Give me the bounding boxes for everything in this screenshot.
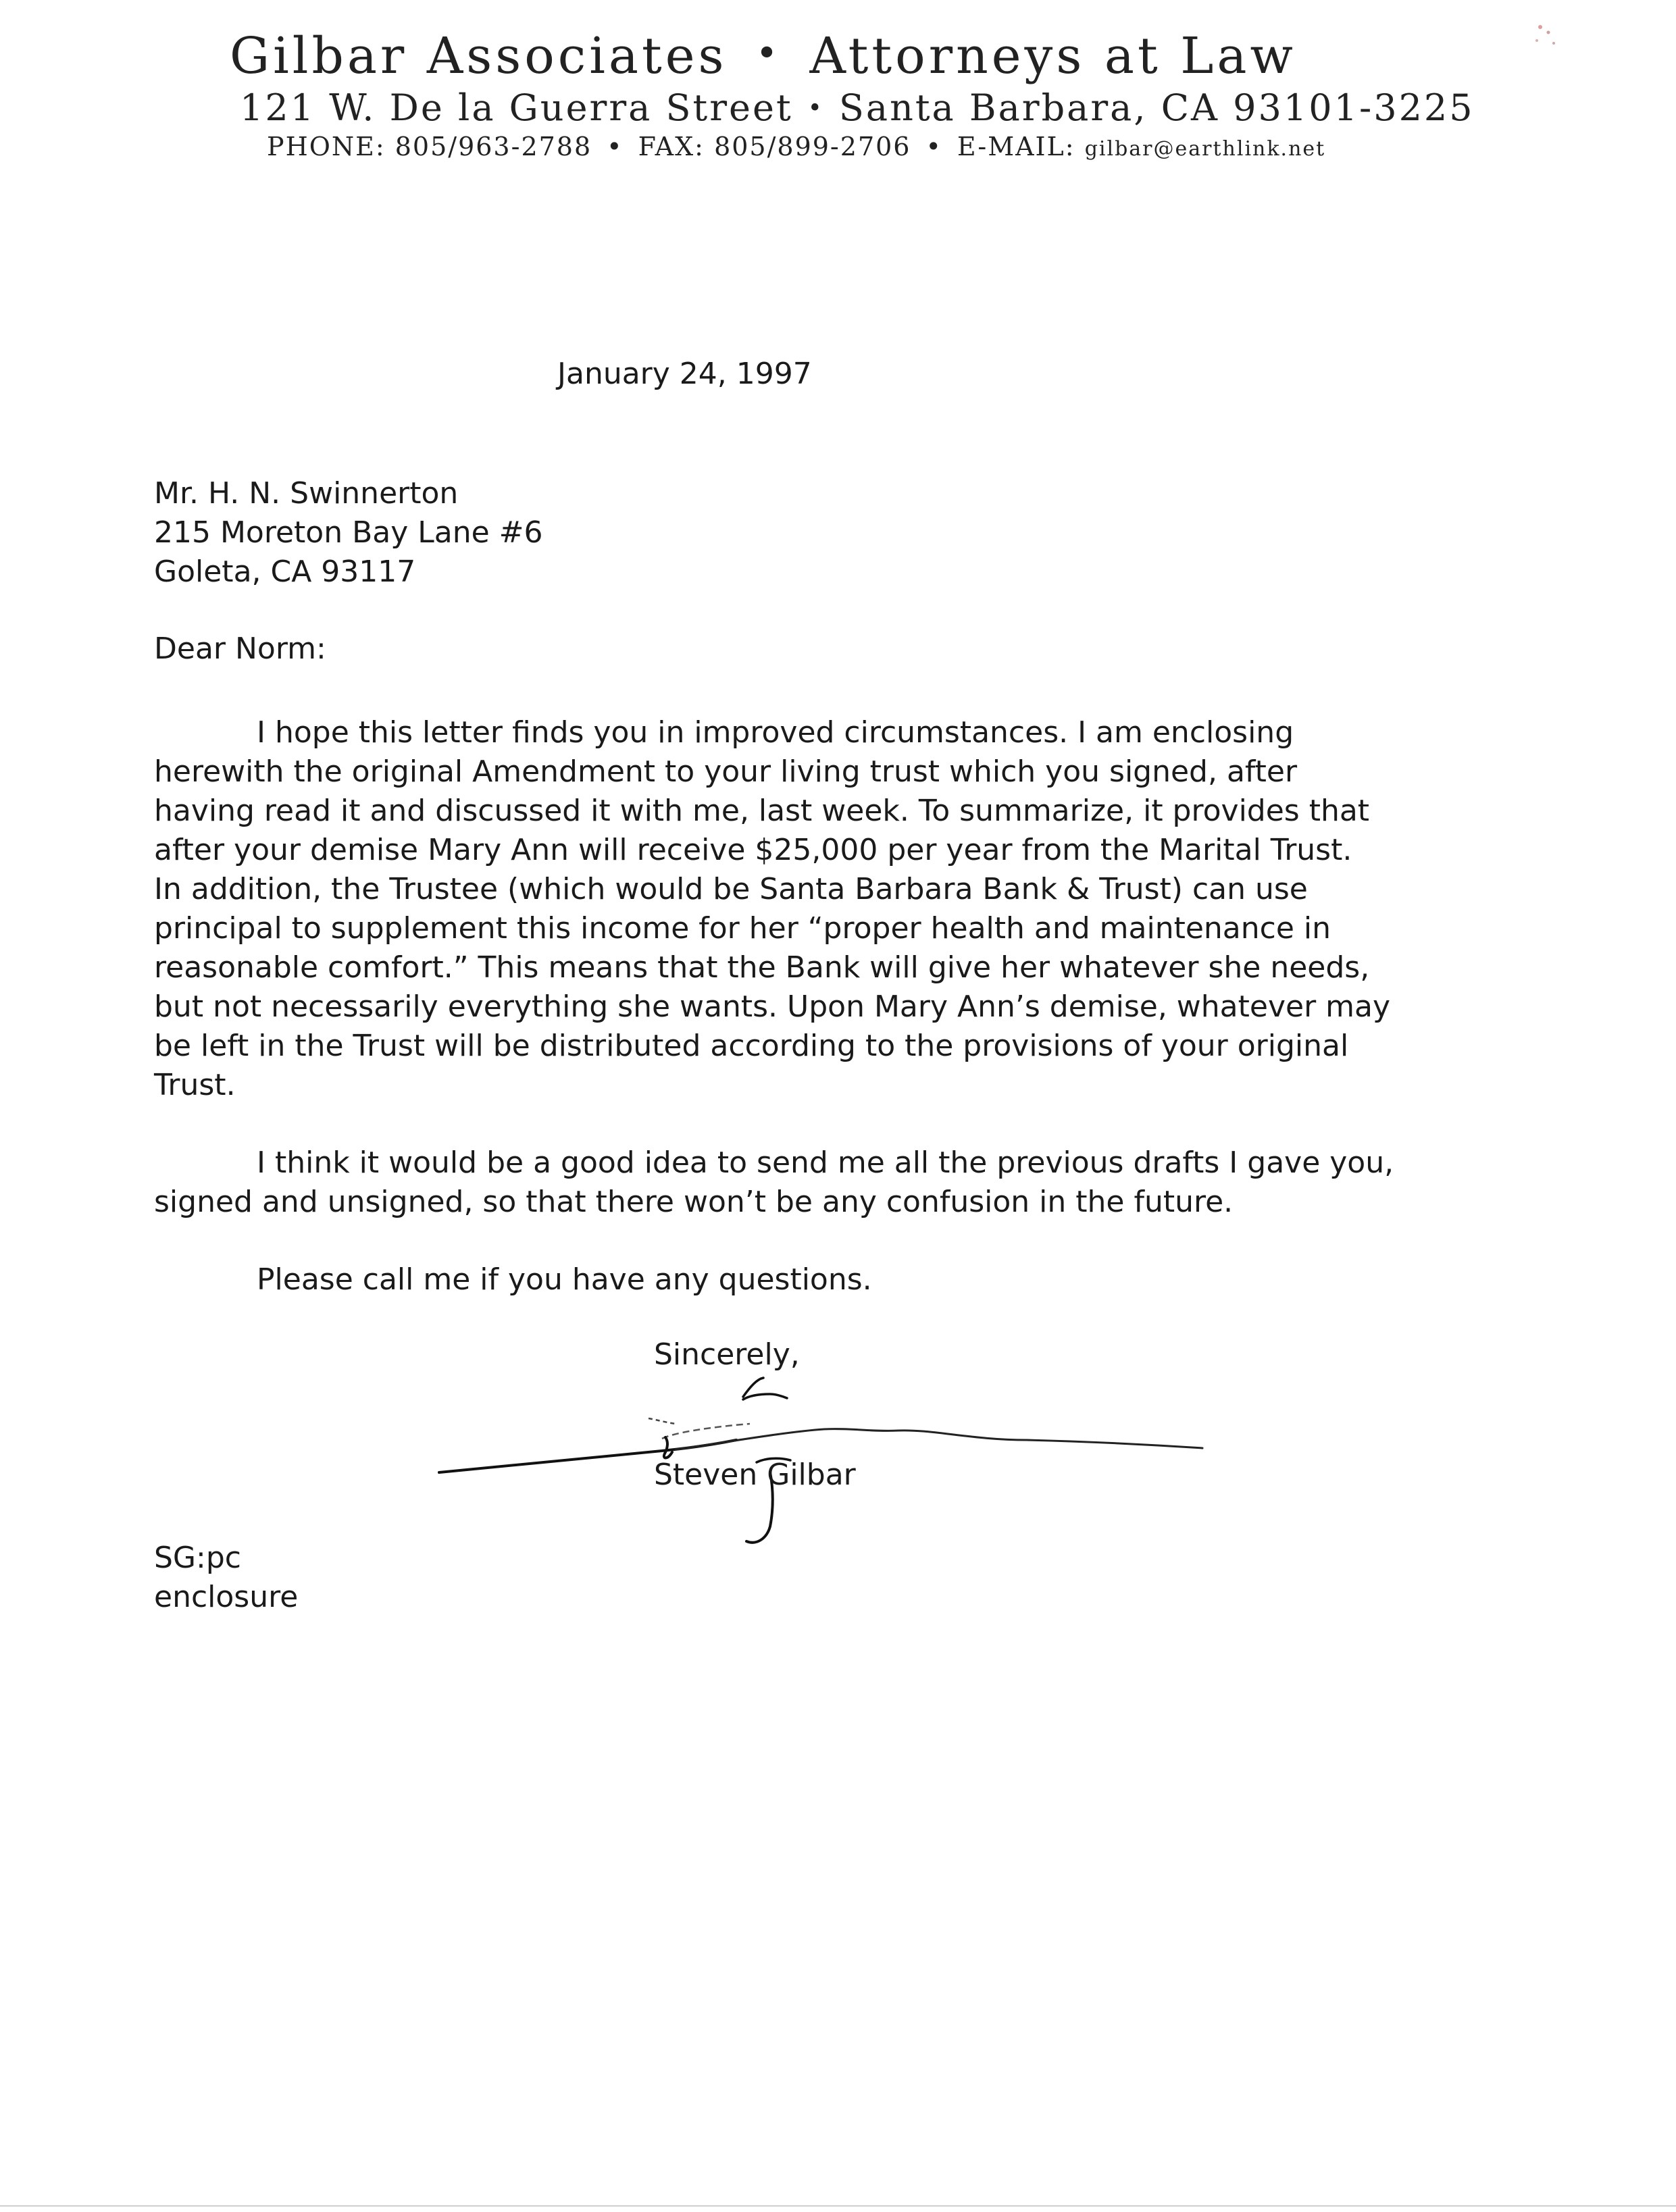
letter-date: January 24, 1997: [557, 357, 812, 391]
salutation: Dear Norm:: [154, 632, 326, 666]
phone-label: PHONE:: [267, 132, 386, 161]
bullet-separator: •: [755, 32, 782, 76]
paragraph-line: reasonable comfort.” This means that the Bank will give her whatever she needs,: [154, 950, 1370, 985]
recipient-street: 215 Moreton Bay Lane #6: [154, 515, 543, 550]
scan-speck-mark: [1520, 14, 1574, 61]
paragraph-line: I think it would be a good idea to send me all the previous drafts I gave you,: [257, 1146, 1394, 1180]
recipient-city: Goleta, CA 93117: [154, 555, 416, 589]
paragraph-line: I hope this letter finds you in improved circumstances. I am enclosing: [257, 715, 1294, 750]
reference-block: [154, 1539, 298, 1617]
body-paragraph-1: [154, 713, 1465, 1105]
fax-number: 805/899-2706: [714, 132, 911, 161]
recipient-address: [154, 474, 543, 592]
paragraph-line: after your demise Mary Ann will receive $25,000 per year from the Marital Trust.: [154, 833, 1352, 867]
paragraph-line: having read it and discussed it with me, last week. To summarize, it provides that: [154, 794, 1370, 828]
letterhead-address: [240, 86, 1475, 129]
letterhead-city: Santa Barbara, CA 93101-3225: [838, 86, 1475, 129]
letterhead-title: [230, 27, 1432, 85]
fax-label: FAX:: [638, 132, 705, 161]
paragraph-line: signed and unsigned, so that there won’t be any confusion in the future.: [154, 1185, 1234, 1219]
bullet-separator: •: [925, 132, 942, 161]
letterhead-contact: [267, 132, 1325, 161]
paragraph-line: principal to supplement this income for her “proper health and maintenance in: [154, 911, 1331, 946]
paragraph-line: be left in the Trust will be distributed according to the provisions of your original: [154, 1029, 1349, 1063]
letterhead-street: 121 W. De la Guerra Street: [240, 86, 793, 129]
enclosure-note: enclosure: [154, 1580, 299, 1614]
paragraph-line: but not necessarily everything she wants. Upon Mary Ann’s demise, whatever may: [154, 989, 1391, 1024]
paragraph-line: herewith the original Amendment to your living trust which you signed, after: [154, 754, 1298, 789]
reference-initials: SG:pc: [154, 1541, 241, 1575]
bullet-separator: •: [807, 95, 824, 122]
page-bottom-edge: [0, 2205, 1676, 2207]
body-paragraph-3: Please call me if you have any questions.: [257, 1262, 872, 1297]
email-address: gilbar@earthlink.net: [1084, 137, 1326, 161]
email-label: E-MAIL:: [957, 132, 1075, 161]
recipient-name: Mr. H. N. Swinnerton: [154, 476, 459, 511]
paragraph-line: Trust.: [154, 1068, 236, 1102]
signer-name: Steven Gilbar: [654, 1458, 856, 1492]
closing: Sincerely,: [654, 1337, 800, 1372]
firm-name: Gilbar Associates: [230, 27, 728, 85]
phone-number: 805/963-2788: [395, 132, 592, 161]
body-paragraph-2: [154, 1143, 1465, 1222]
firm-practice: Attorneys at Law: [809, 27, 1296, 85]
paragraph-line: In addition, the Trustee (which would be Santa Barbara Bank & Trust) can use: [154, 872, 1308, 906]
bullet-separator: •: [607, 132, 624, 161]
